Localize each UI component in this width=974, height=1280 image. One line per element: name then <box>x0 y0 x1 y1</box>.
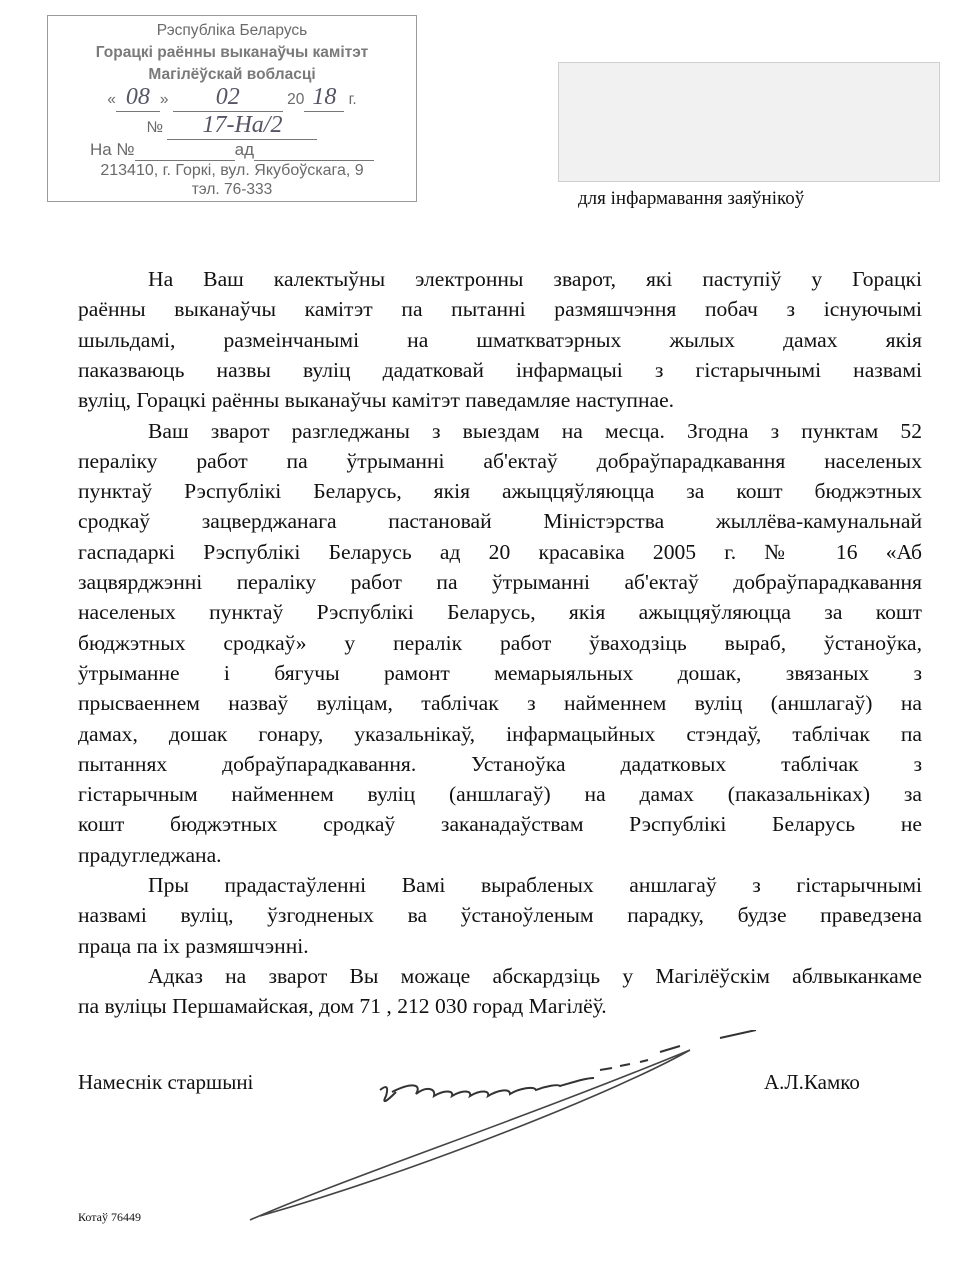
stamp-region: Магілёўскай вобласці <box>148 66 316 83</box>
body-line: прадугледжана. <box>78 842 222 867</box>
body-line: пунктаў Рэспублікі Беларусь, якія ажыццяўляюцца за кошт бюджэтных <box>78 479 922 504</box>
stamp-ref-label: На № <box>89 140 135 159</box>
body-line: назвамі вуліц, ўзгодненых ва ўстаноўленым парадку, будзе праведзена <box>78 903 922 928</box>
body-line: раённы выканаўчы камітэт па пытанні размяшчэння побач з існуючымі <box>78 297 922 322</box>
signatory-role: Намеснік старшыні <box>78 1070 254 1094</box>
body-line: Ваш зварот разгледжаны з выездам на месца. Згодна з пунктам 52 <box>148 418 922 443</box>
body-line: населеных пунктаў Рэспублікі Беларусь, якія ажыццяўляюцца за кошт <box>78 600 922 625</box>
body-line: прысваеннем назваў вуліцам, таблічак з найменнем вуліц (аншлагаў) на <box>78 691 922 716</box>
stamp-date: « 08 » 02 20 18 г. <box>107 84 357 110</box>
body-line: гаспадаркі Рэспублікі Беларусь ад 20 красавіка 2005 г. № 16 «Аб <box>78 539 922 564</box>
body-line: сродкаў зацверджанага пастановай Міністэрства жыллёва-камунальнай <box>78 509 922 534</box>
body-line: зацвярджэнні пераліку работ па ўтрыманні аб'ектаў добраўпарадкавання <box>78 570 922 594</box>
body-line: шыльдамі, размеінчанымі на шматкватэрных жылых дамах якія <box>78 327 922 352</box>
stamp-address: 213410, г. Горкі, вул. Якубоўскага, 9 <box>100 162 364 179</box>
body-line: дамах, дошак гонару, указальнікаў, інфармацыйных стэндаў, таблічак па <box>78 721 922 746</box>
stamp-number-value: 17-На/2 <box>167 112 317 140</box>
stamp-day: 08 <box>116 84 160 112</box>
body-line: Пры прадастаўленні Вамі вырабленых аншлагаў з гістарычнымі <box>148 873 922 897</box>
stamp-number-label: № <box>146 119 164 136</box>
body-line: кошт бюджэтных сродкаў заканадаўствам Рэспублікі Беларусь не <box>78 812 922 837</box>
body-line: гістарычным найменнем вуліц (аншлагаў) на дамах (паказальніках) за <box>78 782 922 807</box>
stamp-ref <box>48 140 416 161</box>
stamp-year-abbr: г. <box>348 91 357 108</box>
redacted-address-box <box>558 62 940 182</box>
stamp-ref-from: ад <box>234 140 255 159</box>
signatory-name: А.Л.Камко <box>764 1070 860 1094</box>
stamp-month: 02 <box>173 84 283 112</box>
body-line: па вуліцы Першамайская, дом 71 , 212 030 горад Магілёў. <box>78 994 607 1019</box>
body-line: вуліц, Горацкі раённы выканаўчы камітэт паведамляе наступнае. <box>78 388 675 413</box>
stamp-country: Рэспубліка Беларусь <box>156 22 308 39</box>
body-line: бюджэтных сродкаў» у пералік работ ўваходзіць выраб, ўстаноўка, <box>78 630 922 655</box>
stamp-year-prefix: 20 <box>287 91 305 108</box>
body-line: пытаннях добраўпарадкавання. Устаноўка дадатковых таблічак з <box>78 751 922 776</box>
body-line: ўтрыманне і бягучы рамонт мемарыяльных дошак, звязаных з <box>78 660 922 685</box>
body-line: На Ваш калектыўны электронны зварот, які паступіў у Горацкі <box>148 267 922 291</box>
recipient-note: для інфармавання заяўнікоў <box>578 188 805 209</box>
body-line: пераліку работ па ўтрыманні аб'ектаў добраўпарадкавання населеных <box>78 448 922 473</box>
executor-note: Котаў 76449 <box>78 1210 141 1224</box>
body-line: паказваюць назвы вуліц дадатковай інфармацыі з гістарычнымі назвамі <box>78 357 922 382</box>
body-line: праца па іх размяшчэнні. <box>78 933 309 958</box>
registration-stamp <box>47 15 417 202</box>
handwritten-signature <box>220 1030 760 1230</box>
stamp-phone: тэл. 76-333 <box>191 181 273 198</box>
stamp-org: Горацкі раённы выканаўчы камітэт <box>95 44 369 61</box>
body-line: Адказ на зварот Вы можаце абскардзіць у Магілёўскім аблвыканкаме <box>148 963 922 988</box>
stamp-year: 18 <box>304 84 344 112</box>
stamp-number <box>48 112 416 140</box>
